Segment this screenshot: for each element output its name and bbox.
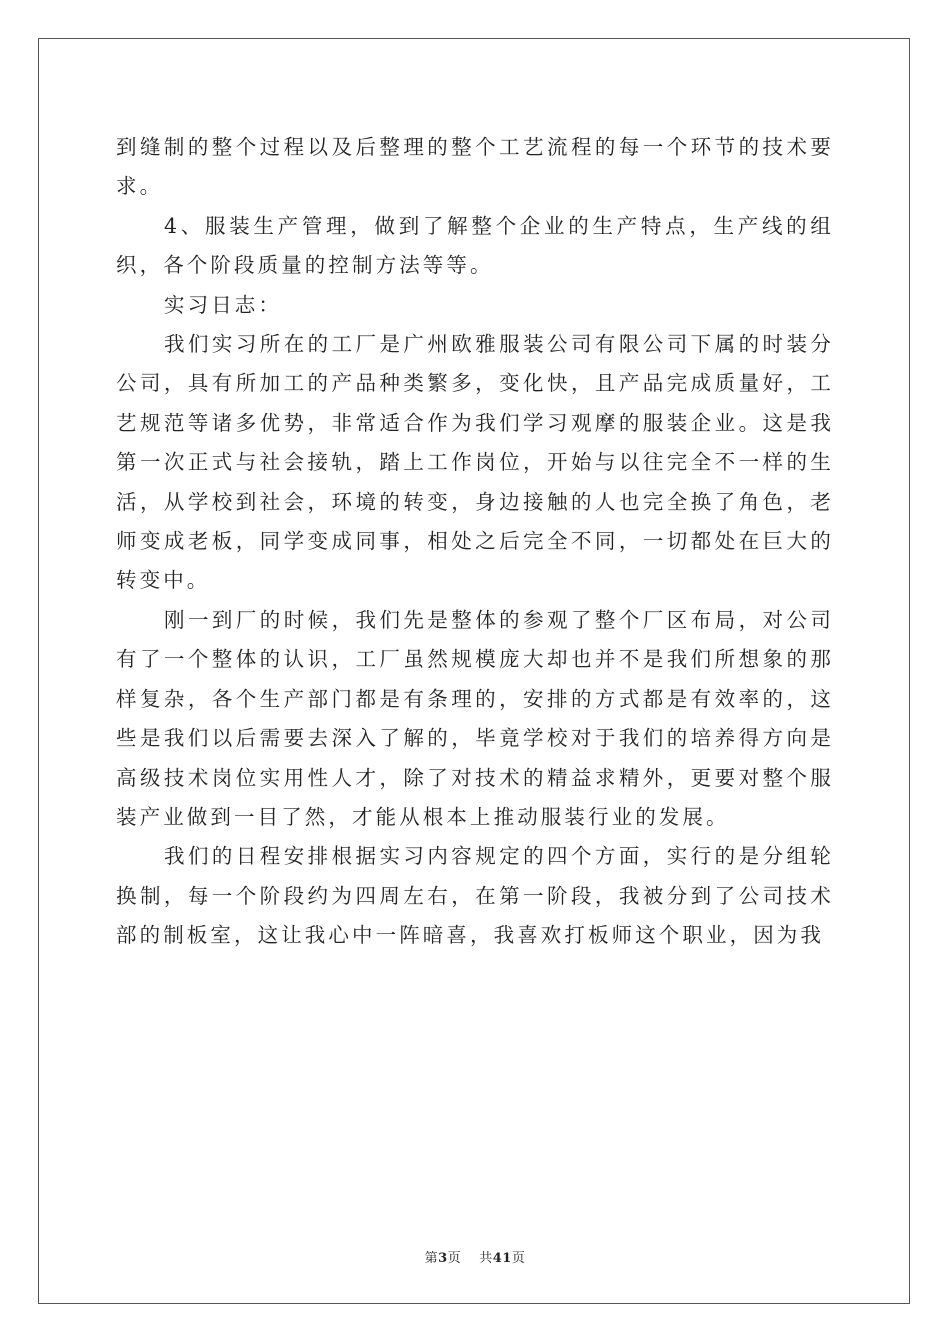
- page-prefix: 第: [424, 1251, 439, 1266]
- total-suffix: 页: [511, 1251, 526, 1266]
- paragraph-1: 到缝制的整个过程以及后整理的整个工艺流程的每一个环节的技术要求。: [116, 135, 834, 199]
- paragraph-4: 我们实习所在的工厂是广州欧雅服装公司有限公司下属的时装分公司，具有所加工的产品种类繁多，变化快，且产品完成质量好，工艺规范等诸多优势，非常适合作为我们学习观摩的服装企业。这是我第一次正式与社会接轨，踏上工作岗位，开始与以往完全不一样的生活，从学校到社会，环境的转变，身边接触的人也完全换了角色，老师变成老板，同学变成同事，相处之后完全不同，一切都处在巨大的转变中。: [116, 332, 834, 593]
- page-suffix: 页: [447, 1251, 462, 1266]
- page-footer: [0, 1247, 950, 1266]
- paragraph-3-heading: 实习日志：: [164, 292, 282, 317]
- total-pages: 41: [492, 1251, 512, 1266]
- paragraph-5: 刚一到厂的时候，我们先是整体的参观了整个厂区布局，对公司有了一个整体的认识，工厂虽然规模庞大却也并不是我们所想象的那样复杂，各个生产部门都是有条理的，安排的方式都是有效率的，这些是我们以后需要去深入了解的，毕竟学校对于我们的培养得方向是高级技术岗位实用性人才，除了对技术的精益求精外，更要对整个服装产业做到一目了然，才能从根本上推动服装行业的发展。: [116, 607, 834, 829]
- page-number: 3: [438, 1251, 448, 1266]
- paragraph-6: 我们的日程安排根据实习内容规定的四个方面，实行的是分组轮换制，每一个阶段约为四周左右，在第一阶段，我被分到了公司技术部的制板室，这让我心中一阵暗喜，我喜欢打板师这个职业，因为我: [116, 844, 834, 948]
- total-prefix: 共: [479, 1251, 493, 1266]
- paragraph-2: 4、服装生产管理，做到了解整个企业的生产特点，生产线的组织，各个阶段质量的控制方法等等。: [116, 213, 834, 278]
- document-body: [116, 128, 834, 956]
